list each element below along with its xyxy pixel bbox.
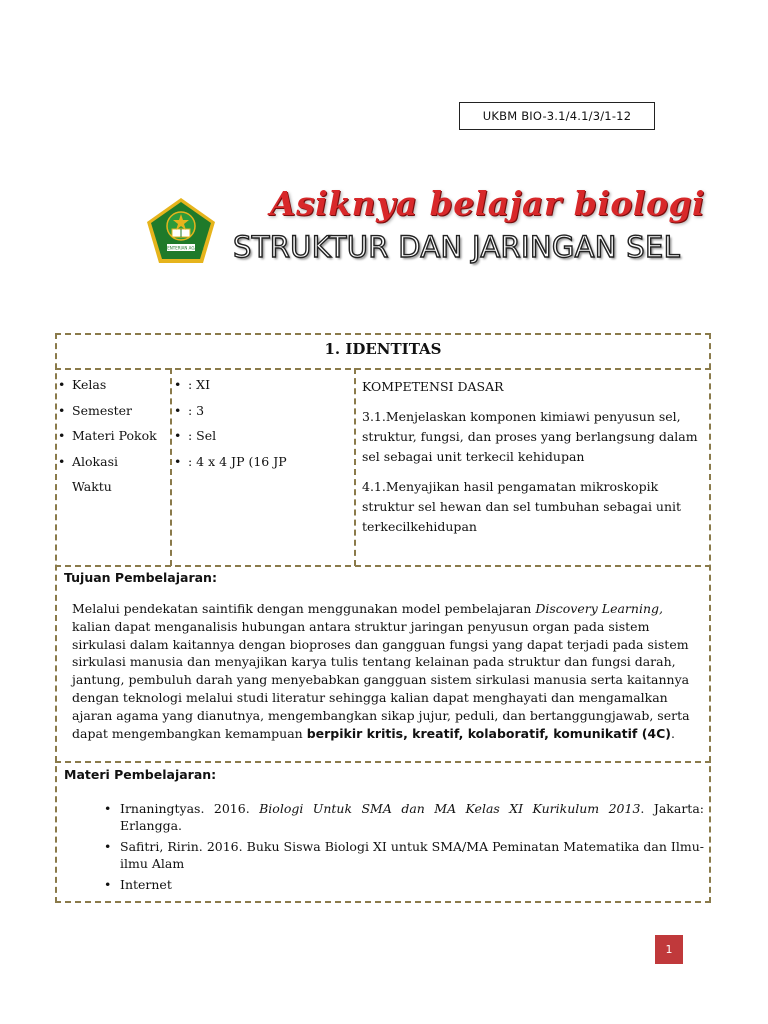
tujuan-text-part: kalian dapat menganalisis hubungan antara struktur jaringan penyusun organ pada sistem sirkulasi dalam kaitannya dengan bioproses dan gangguan fungsi yang dapat terjadi pada sistem sirkulasi manusia dan menyajikan karya tulis tentang kelainan pada struktur dan fungsi darah, jantung, pembuluh darah yang menyebabkan gangguan sistem sirkulasi manusia serta kaitannya dengan teknologi melalui studi literatur sehingga kalian dapat menghayati dan mengamalkan ajaran agama yang dianutnya, mengembangkan sikap jujur, peduli, dan bertanggungjawab, serta dapat mengembangkan kemampuan <box>72 618 690 741</box>
materi-title: Materi Pembelajaran: <box>64 767 217 782</box>
svg-text:KEMENTERIAN AGAMA: KEMENTERIAN AGAMA <box>158 245 204 251</box>
value-alokasi: : 4 x 4 JP (16 JP <box>188 453 287 469</box>
main-title: STRUKTUR DAN JARINGAN SEL <box>233 230 681 264</box>
ref-text: . Jakarta: Erlangga. <box>120 801 704 833</box>
value-semester: : 3 <box>188 402 205 418</box>
list-item <box>104 800 704 834</box>
table-divider <box>55 761 711 763</box>
value-kelas: : XI <box>188 377 211 392</box>
label-semester: Semester <box>72 402 133 418</box>
label-materi-pokok: Materi Pokok <box>72 428 157 443</box>
tujuan-text-end: . <box>671 725 675 741</box>
label-alokasi: Alokasi <box>72 453 118 469</box>
table-divider <box>55 368 711 370</box>
reference-list <box>104 800 704 897</box>
column-divider <box>354 368 356 566</box>
tujuan-text <box>72 600 704 742</box>
kementerian-agama-logo <box>145 196 217 266</box>
kd-4-1: 4.1.Menyajikan hasil pengamatan mikroskopik struktur sel hewan dan sel tumbuhan sebagai unit terkecilkehidupan <box>362 479 682 534</box>
column-divider <box>170 368 172 566</box>
value-materi-pokok: : Sel <box>188 428 217 443</box>
identity-values: • : XI • : 3 • : Sel • : 4 x 4 JP (16 JP <box>174 377 287 469</box>
list-item: • Internet <box>104 876 704 893</box>
kompetensi-dasar <box>362 377 702 547</box>
table-divider <box>55 565 711 567</box>
kd-3-1: 3.1.Menjelaskan komponen kimiawi penyusun sel, struktur, fungsi, dan proses yang berlangsung dalam sel sebagai unit terkecil kehidupan <box>362 409 698 464</box>
label-kelas: Kelas <box>72 377 107 392</box>
list-item: • Safitri, Ririn. 2016. Buku Siswa Biologi XI untuk SMA/MA Peminatan Matematika dan Ilmu-ilmu Alam <box>104 838 704 872</box>
ref-title: Biologi Untuk SMA dan MA Kelas XI Kurikulum 2013 <box>259 801 641 816</box>
discovery-learning-text: Discovery Learning, <box>535 601 663 616</box>
label-waktu: Waktu <box>72 479 112 494</box>
section-title-identitas: 1. IDENTITAS <box>324 340 442 358</box>
document-code-box: UKBM BIO-3.1/4.1/3/1-12 <box>459 102 655 130</box>
page-number-badge: 1 <box>655 935 683 964</box>
ref-text: Irnaningtyas. 2016. <box>120 801 260 816</box>
tujuan-text-part: Melalui pendekatan saintifik dengan menggunakan model pembelajaran <box>72 601 536 616</box>
kompetensi-title: KOMPETENSI DASAR <box>362 379 504 394</box>
identity-labels: • Kelas • Semester • Materi Pokok • Alokasi Waktu <box>58 377 157 494</box>
tujuan-title: Tujuan Pembelajaran: <box>64 570 217 585</box>
tujuan-4c-text: berpikir kritis, kreatif, kolaboratif, komunikatif (4C) <box>306 725 671 741</box>
script-title: Asiknya belajar biologi <box>270 184 706 223</box>
